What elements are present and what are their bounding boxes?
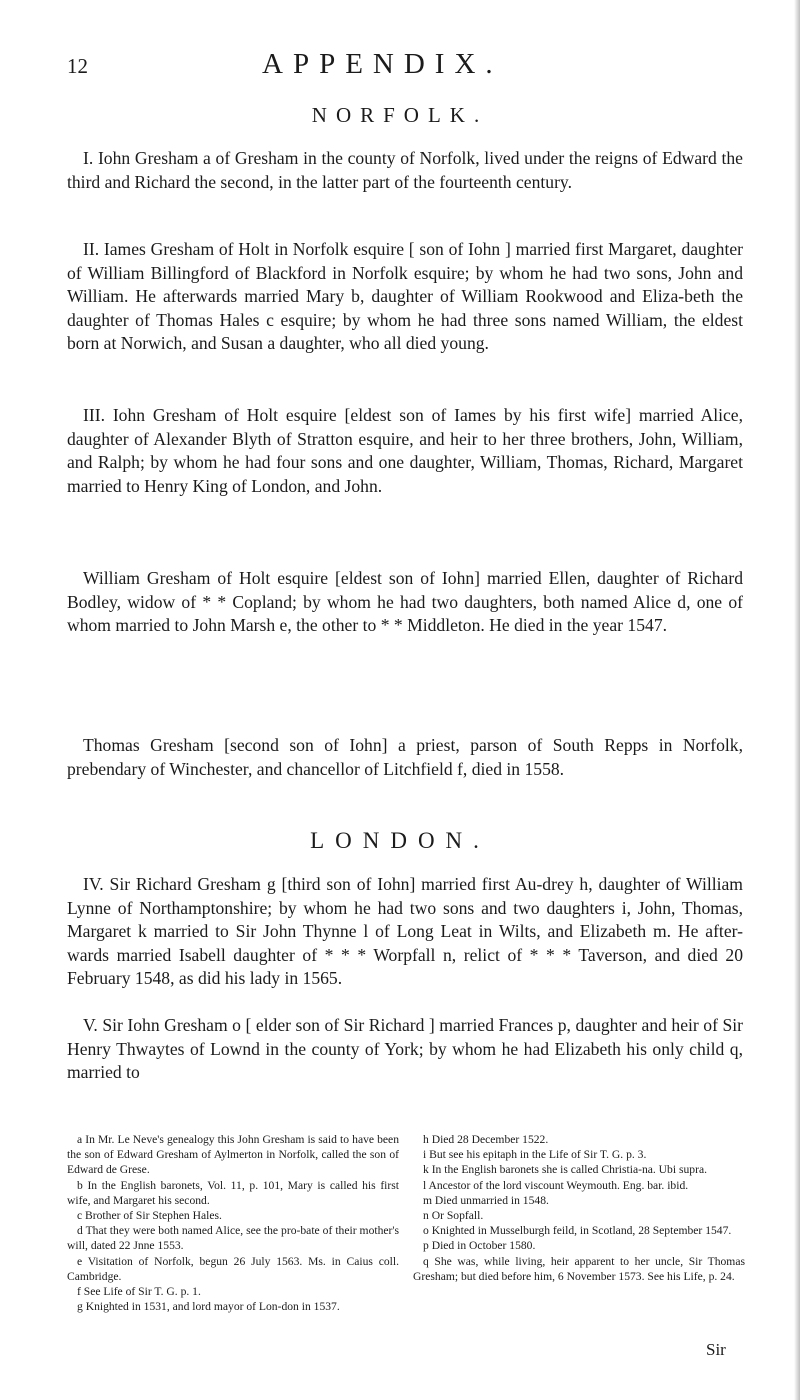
section-heading-london: LONDON. (310, 828, 490, 853)
footnote: i But see his epitaph in the Life of Sir T. G. p. 3. (423, 1148, 647, 1162)
footnote: o Knighted in Musselburgh feild, in Scotland, 28 September 1547. (423, 1224, 732, 1238)
paragraph-john-gresham-3: III. Iohn Gresham of Holt esquire [eldest son of Iames by his first wife] married Alice, daughter of Alexander Blyth of Stratton esquire, and heir to her three brothers, John, William, and Ralph; by whom he had four sons and one daughter, William, Thomas, Richard, Margaret married to Henry King of London, and John. (67, 405, 743, 496)
footnote: d That they were both named Alice, see the pro-bate of their mother's will, dated 22 Jnne 1553. (67, 1224, 399, 1253)
paragraph-john-gresham-5: V. Sir Iohn Gresham o [ elder son of Sir Richard ] married Frances p, daughter and heir of Sir Henry Thwaytes of Lownd in the county of York; by whom he had Elizabeth his only child q, married to (67, 1015, 743, 1083)
paragraph-richard-gresham: IV. Sir Richard Gresham g [third son of Iohn] married first Au-drey h, daughter of William Lynne of Northamptonshire; by whom he had two sons and two daughters i, John, Thomas, Margaret k married to Sir John Thynne l of Long Leat in Wilts, and Elizabeth m. He after-wards married Isabell daughter of * * * Worpfall n, relict of * * * Taverson, and died 20 February 1548, as did his lady in 1565. (67, 874, 743, 989)
footnote: k In the English baronets she is called Christia-na. Ubi supra. (423, 1163, 707, 1177)
paragraph-william-gresham: William Gresham of Holt esquire [eldest son of Iohn] married Ellen, daughter of Richard Bodley, widow of * * Copland; by whom he had two daughters, both named Alice d, one of whom married to John Marsh e, the other to * * Middleton. He died in the year 1547. (67, 568, 743, 636)
footnote: l Ancestor of the lord viscount Weymouth. Eng. bar. ibid. (423, 1178, 689, 1192)
catchword: Sir (706, 1340, 726, 1359)
footnote: h Died 28 December 1522. (423, 1133, 549, 1146)
footnotes-right-column (413, 1132, 745, 1314)
footnote: b In the English baronets, Vol. 11, p. 101, Mary is called his first wife, and Margaret his second. (67, 1178, 399, 1207)
footnote: g Knighted in 1531, and lord mayor of Lon-don in 1537. (77, 1300, 340, 1314)
page-header (0, 48, 800, 88)
footnote: m Died unmarried in 1548. (423, 1193, 549, 1207)
page-edge-shadow (794, 0, 800, 1400)
page-number: 12 (67, 54, 88, 78)
footnotes-left-column (67, 1132, 399, 1314)
running-head: APPENDIX. (262, 48, 503, 80)
footnote: e Visitation of Norfolk, begun 26 July 1563. Ms. in Caius coll. Cambridge. (67, 1254, 399, 1283)
footnote: p Died in October 1580. (423, 1239, 536, 1253)
footnote: a In Mr. Le Neve's genealogy this John Gresham is said to have been the son of Edward Gresham of Aylmerton in Norfolk, called the son of Edward de Grese. (67, 1133, 399, 1177)
footnote: n Or Sopfall. (423, 1209, 484, 1223)
footnote: q She was, while living, heir apparent to her uncle, Sir Thomas Gresham; but died before him, 6 November 1573. See his Life, p. 24. (413, 1254, 745, 1283)
footnote: c Brother of Sir Stephen Hales. (77, 1209, 222, 1223)
section-heading-norfolk: NORFOLK. (311, 103, 489, 127)
footnotes (67, 1132, 745, 1314)
paragraph-james-gresham: II. Iames Gresham of Holt in Norfolk esquire [ son of Iohn ] married first Margaret, daughter of William Billingford of Blackford in Norfolk esquire; by whom he had two sons, John and William. He afterwards married Mary b, daughter of William Rookwood and Eliza-beth the daughter of Thomas Hales c esquire; by whom he had three sons named William, the eldest born at Norwich, and Susan a daughter, who all died young. (67, 239, 743, 354)
footnote: f See Life of Sir T. G. p. 1. (77, 1285, 201, 1299)
paragraph-john-gresham-1: I. Iohn Gresham a of Gresham in the county of Norfolk, lived under the reigns of Edward the third and Richard the second, in the latter part of the fourteenth century. (67, 148, 743, 192)
paragraph-thomas-gresham-priest: Thomas Gresham [second son of Iohn] a priest, parson of South Repps in Norfolk, prebendary of Winchester, and chancellor of Litchfield f, died in 1558. (67, 735, 743, 779)
